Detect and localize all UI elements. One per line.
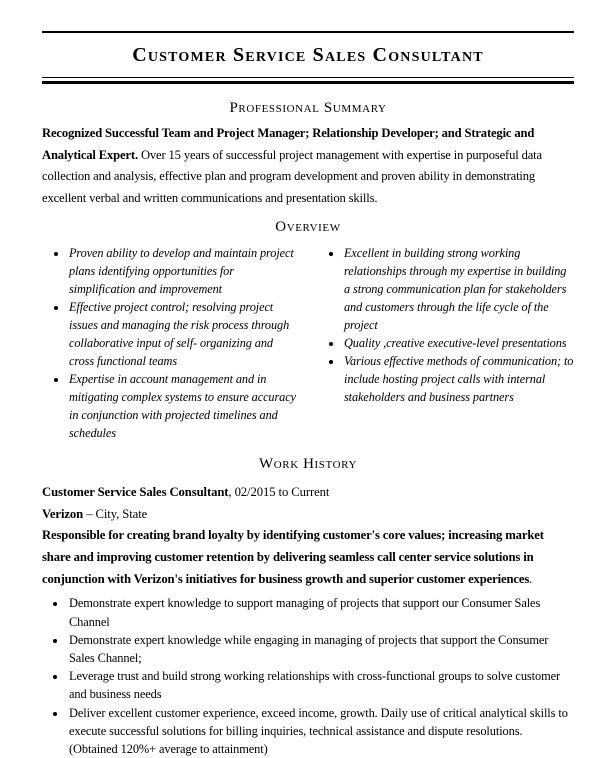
company-line (42, 503, 574, 525)
job-title-line (42, 481, 574, 503)
overview-list-left (42, 244, 299, 442)
job-bullet: • Demonstrate expert knowledge to support managing of projects that support our Consumer Sales Channel (67, 594, 574, 630)
overview-column-left (42, 244, 299, 442)
overview-columns (42, 244, 574, 442)
page-title: Customer Service Sales Consultant (132, 44, 484, 66)
job-bullet-list (42, 594, 574, 758)
list-item: • Expertise in account management and in mitigating complex systems to ensure accuracy in conjunction with projected timelines and schedules (68, 370, 299, 442)
overview-heading: Overview (275, 219, 341, 235)
overview-column-right (317, 244, 574, 442)
job-intro-paragraph (42, 525, 574, 590)
job-bullet: • Demonstrate expert knowledge while engaging in managing of projects that support the Consumer Sales Channel; (67, 631, 574, 667)
list-item: • Quality ,creative executive-level presentations (343, 334, 574, 352)
work-history-heading: Work History (258, 456, 358, 472)
resume-page (0, 31, 616, 757)
list-item: • Effective project control; resolving project issues and managing the risk process through collaborative input of self- organizing and cross functional teams (68, 298, 299, 370)
summary-lead: Recognized Successful Team and Project Manager; Relationship Developer; and Strategic and Analytical Expert. (42, 126, 535, 162)
title-underline-thin (42, 77, 574, 78)
job-title: Customer Service Sales Consultant (42, 485, 229, 499)
list-item: • Various effective methods of communication; to include hosting project calls with internal stakeholders and business partners (343, 352, 574, 406)
job-intro-text: Responsible for creating brand loyalty by identifying customer's core values; increasing market share and improving customer retention by delivering seamless call center service solutions in conjunction with Verizon's initiatives for business growth and superior customer experiences (42, 528, 544, 586)
list-item: • Proven ability to develop and maintain project plans identifying opportunities for simplification and improvement (68, 244, 299, 298)
title-top-rule (42, 31, 574, 33)
summary-paragraph (42, 123, 574, 209)
job-bullet: • Leverage trust and build strong working relationships with cross-functional groups to solve customer and business needs (67, 667, 574, 703)
company-location: – City, State (83, 507, 148, 521)
job-bullet: • Deliver excellent customer experience, exceed income, growth. Daily use of critical analytical skills to execute successful solutions for billing inquiries, technical assistance and dispute resolutions. (Obtained 120%+ average to attainment) (67, 704, 574, 758)
summary-heading: Professional Summary (229, 100, 387, 116)
job-intro-period: . (529, 571, 533, 586)
title-underline-thick (42, 81, 574, 84)
overview-list-right (317, 244, 574, 406)
list-item: • Excellent in building strong working relationships through my expertise in building a strong communication plan for stakeholders and customers through the life cycle of the project (343, 244, 574, 334)
summary-body: Over 15 years of successful project management with expertise in purposeful data collection and analysis, effective plan and program development and proven ability in demonstrating excellent verbal and written communications and presentation skills. (42, 147, 542, 205)
job-dates: , 02/2015 to Current (228, 485, 330, 499)
company-name: Verizon (42, 507, 84, 521)
